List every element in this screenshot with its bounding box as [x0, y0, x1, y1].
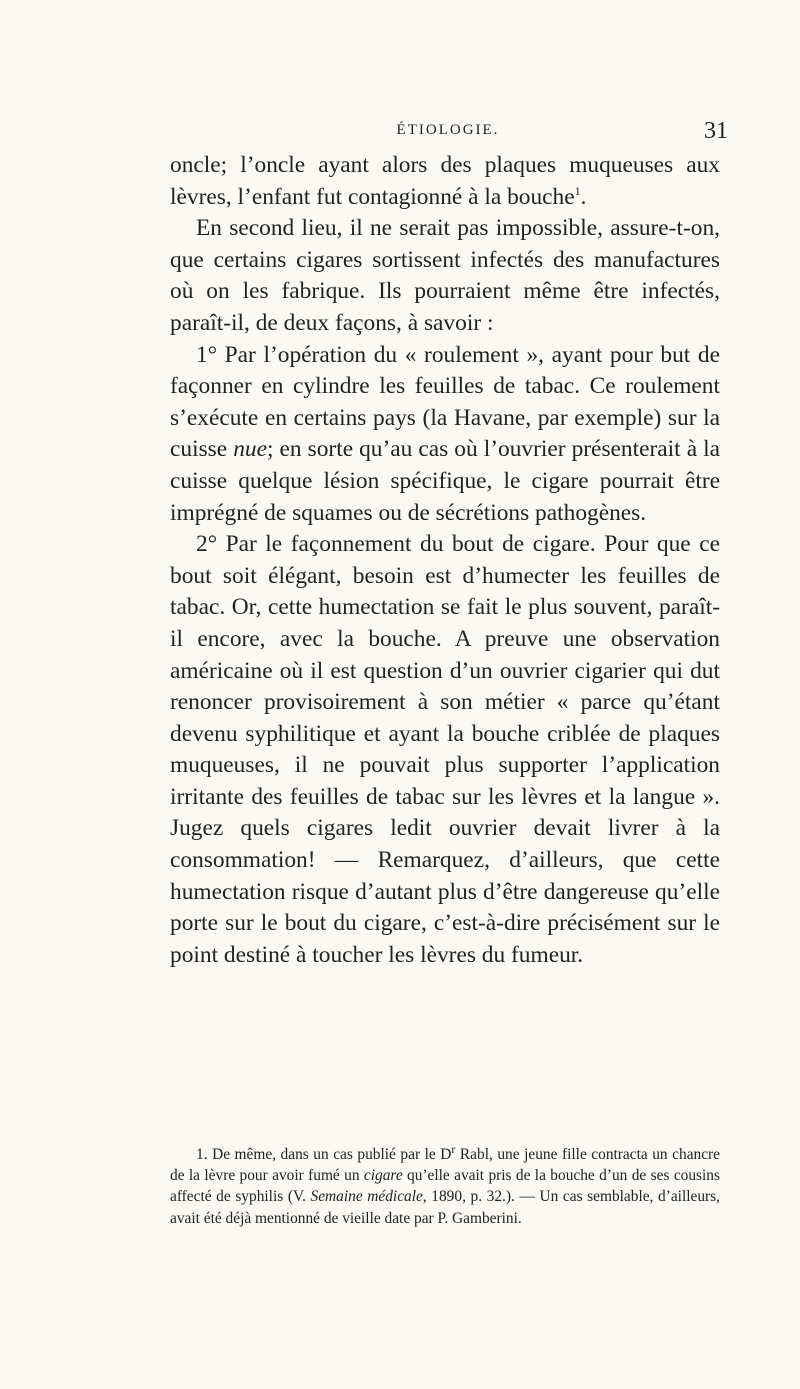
emphasis: nue	[233, 436, 267, 463]
main-text	[170, 150, 720, 971]
page-number: 31	[704, 118, 728, 144]
footnote-1: 1. De même, dans un cas publié par le $D^r$ Rabl, une jeune fille contracta un chancre de la lèvre pour avoir fumé un cigare qu’elle avait pris de la bouche d’un de ses cousins affecté de syphilis (V. Semaine médicale, 1890, p. 32.). — Un cas semblable, d’ailleurs, avait été déjà mentionné de vieille date par P. Gamberini.	[170, 1141, 721, 1227]
paragraph-4: 2° Par le façonnement du bout de cigare. Pour que ce bout soit élégant, besoin est d’humecter les feuilles de tabac. Or, cette humectation se fait le plus souvent, paraît-il encore, avec la bouche. A preuve une observation américaine où il est question d’un ouvrier cigarier qui dut renoncer provisoirement à son métier « parce qu’étant devenu syphilitique et ayant la bouche criblée de plaques muqueuses, il ne pouvait plus supporter l’application irritante des feuilles de tabac sur les lèvres et la langue ». Jugez quels cigares ledit ouvrier devait livrer à la consommation! — Remarquez, d’ailleurs, que cette humectation risque d’autant plus d’être dangereuse qu’elle porte sur le bout du cigare, c’est-à-dire précisément sur le point destiné à toucher les lèvres du fumeur.	[170, 531, 720, 968]
page-header	[168, 118, 728, 148]
footnotes	[170, 1141, 721, 1229]
footnote-ref: 1	[574, 183, 581, 198]
paragraph-1: oncle; l’oncle ayant alors des plaques muqueuses aux lèvres, l’enfant fut contagionné à la bouche$^1$.	[170, 152, 720, 210]
paragraph-3: 1° Par l’opération du « roulement », ayant pour but de façonner en cylindre les feuilles de tabac. Ce roulement s’exécute en certains pays (la Havane, par exemple) sur la cuisse nue; en sorte qu’au cas où l’ouvrier présenterait à la cuisse quelque lésion spécifique, le cigare pourrait être imprégné de squames ou de sécrétions pathogènes.	[170, 341, 720, 526]
paragraph-2: En second lieu, il ne serait pas impossible, assure-t-on, que certains cigares sortissent infectés des manufactures où on les fabrique. Ils pourraient même être infectés, paraît-il, de deux façons, à savoir :	[170, 215, 720, 336]
running-head: ÉTIOLOGIE.	[396, 122, 500, 138]
